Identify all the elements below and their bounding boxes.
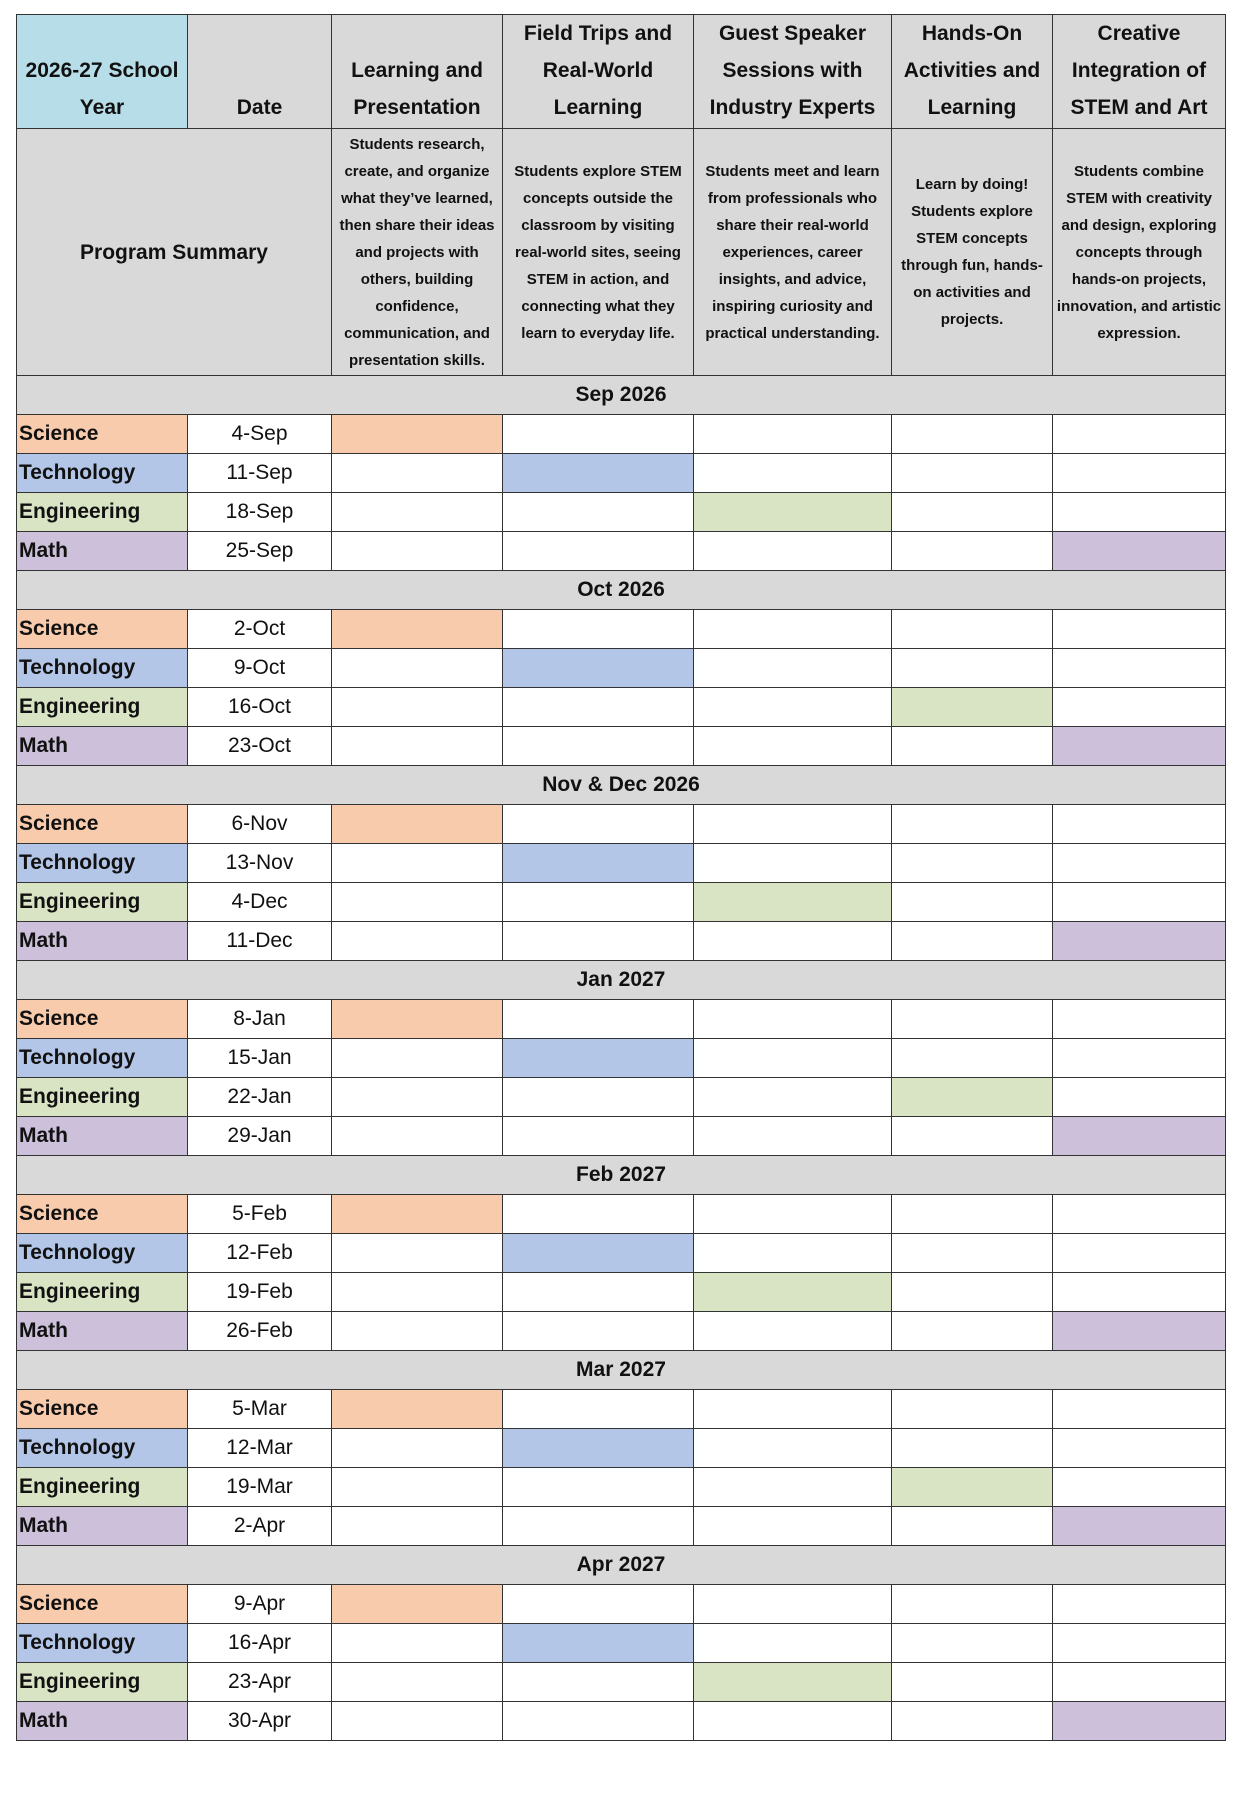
subject-cell: Science — [17, 1000, 188, 1039]
activity-cell — [332, 883, 503, 922]
activity-cell — [503, 805, 694, 844]
activity-cell-highlighted — [332, 805, 503, 844]
activity-cell — [1053, 610, 1226, 649]
activity-cell — [1053, 415, 1226, 454]
activity-cell-highlighted — [332, 1000, 503, 1039]
month-section-row — [17, 766, 1226, 805]
header-row — [17, 15, 1226, 129]
date-cell: 16-Apr — [188, 1624, 332, 1663]
activity-cell — [1053, 1468, 1226, 1507]
activity-cell — [332, 1234, 503, 1273]
activity-cell — [694, 1468, 892, 1507]
subject-cell: Math — [17, 727, 188, 766]
activity-cell — [892, 1624, 1053, 1663]
activity-cell — [332, 493, 503, 532]
subject-cell: Math — [17, 1117, 188, 1156]
activity-cell-highlighted — [1053, 1507, 1226, 1546]
activity-cell — [1053, 1429, 1226, 1468]
activity-cell — [503, 493, 694, 532]
activity-cell-highlighted — [1053, 1702, 1226, 1741]
schedule-row — [17, 493, 1226, 532]
activity-cell — [694, 454, 892, 493]
activity-cell-highlighted — [503, 844, 694, 883]
subject-cell: Science — [17, 1195, 188, 1234]
subject-cell: Science — [17, 1390, 188, 1429]
month-section-row — [17, 1156, 1226, 1195]
activity-cell — [1053, 1273, 1226, 1312]
activity-cell — [1053, 1195, 1226, 1234]
activity-cell — [892, 1585, 1053, 1624]
activity-cell-highlighted — [503, 649, 694, 688]
column-header: Guest Speaker Sessions with Industry Experts — [694, 15, 892, 129]
schedule-row — [17, 1117, 1226, 1156]
date-cell: 11-Dec — [188, 922, 332, 961]
schedule-row — [17, 454, 1226, 493]
activity-cell — [892, 1663, 1053, 1702]
activity-cell — [503, 1468, 694, 1507]
schedule-row — [17, 727, 1226, 766]
activity-cell — [503, 610, 694, 649]
program-summary-label: Program Summary — [17, 129, 332, 376]
activity-cell — [332, 1702, 503, 1741]
schedule-row — [17, 1702, 1226, 1741]
schedule-row — [17, 1429, 1226, 1468]
activity-cell-highlighted — [1053, 1117, 1226, 1156]
schedule-row — [17, 1507, 1226, 1546]
subject-cell: Math — [17, 1312, 188, 1351]
activity-cell — [694, 1234, 892, 1273]
activity-cell — [503, 1000, 694, 1039]
activity-cell — [332, 727, 503, 766]
activity-cell — [503, 1390, 694, 1429]
summary-description: Students explore STEM concepts outside the classroom by visiting real-world sites, seeing STEM in action, and connecting what they learn to everyday life. — [503, 129, 694, 376]
date-cell: 30-Apr — [188, 1702, 332, 1741]
schedule-row — [17, 649, 1226, 688]
activity-cell — [892, 1429, 1053, 1468]
activity-cell — [1053, 1390, 1226, 1429]
subject-cell: Engineering — [17, 883, 188, 922]
activity-cell — [892, 1117, 1053, 1156]
activity-cell — [332, 532, 503, 571]
schedule-row — [17, 1312, 1226, 1351]
school-year-header: 2026-27 School Year — [17, 15, 188, 129]
activity-cell — [332, 844, 503, 883]
date-cell: 9-Oct — [188, 649, 332, 688]
activity-cell — [332, 1117, 503, 1156]
activity-cell — [694, 1624, 892, 1663]
activity-cell — [694, 532, 892, 571]
activity-cell — [892, 1702, 1053, 1741]
activity-cell — [892, 727, 1053, 766]
activity-cell — [503, 922, 694, 961]
date-cell: 4-Dec — [188, 883, 332, 922]
activity-cell-highlighted — [503, 454, 694, 493]
date-cell: 26-Feb — [188, 1312, 332, 1351]
subject-cell: Science — [17, 805, 188, 844]
month-section-title: Nov & Dec 2026 — [17, 766, 1226, 805]
activity-cell — [1053, 493, 1226, 532]
column-header: Hands-On Activities and Learning — [892, 15, 1053, 129]
date-cell: 18-Sep — [188, 493, 332, 532]
activity-cell — [694, 922, 892, 961]
activity-cell — [694, 649, 892, 688]
activity-cell — [503, 1507, 694, 1546]
activity-cell — [892, 415, 1053, 454]
activity-cell-highlighted — [1053, 1312, 1226, 1351]
schedule-row — [17, 1000, 1226, 1039]
month-section-row — [17, 1546, 1226, 1585]
program-summary-row — [17, 129, 1226, 376]
activity-cell — [694, 1039, 892, 1078]
activity-cell — [892, 1390, 1053, 1429]
schedule-row — [17, 1663, 1226, 1702]
activity-cell-highlighted — [892, 1078, 1053, 1117]
activity-cell — [503, 1702, 694, 1741]
activity-cell — [892, 532, 1053, 571]
date-cell: 16-Oct — [188, 688, 332, 727]
date-cell: 4-Sep — [188, 415, 332, 454]
summary-description: Students meet and learn from professionals who share their real-world experiences, career insights, and advice, inspiring curiosity and practical understanding. — [694, 129, 892, 376]
activity-cell — [332, 454, 503, 493]
activity-cell-highlighted — [503, 1234, 694, 1273]
activity-cell-highlighted — [1053, 727, 1226, 766]
activity-cell-highlighted — [694, 1663, 892, 1702]
activity-cell — [332, 1078, 503, 1117]
activity-cell — [332, 1468, 503, 1507]
schedule-row — [17, 1273, 1226, 1312]
activity-cell — [1053, 1234, 1226, 1273]
date-cell: 5-Mar — [188, 1390, 332, 1429]
date-cell: 13-Nov — [188, 844, 332, 883]
date-cell: 2-Oct — [188, 610, 332, 649]
activity-cell — [503, 727, 694, 766]
date-cell: 12-Feb — [188, 1234, 332, 1273]
activity-cell — [892, 1195, 1053, 1234]
schedule-row — [17, 610, 1226, 649]
activity-cell — [694, 1429, 892, 1468]
activity-cell — [503, 1663, 694, 1702]
subject-cell: Technology — [17, 1624, 188, 1663]
activity-cell — [892, 1000, 1053, 1039]
subject-cell: Technology — [17, 1039, 188, 1078]
schedule-row — [17, 1039, 1226, 1078]
subject-cell: Math — [17, 532, 188, 571]
stem-schedule-table — [16, 14, 1226, 1741]
date-cell: 25-Sep — [188, 532, 332, 571]
activity-cell — [503, 415, 694, 454]
date-cell: 19-Mar — [188, 1468, 332, 1507]
activity-cell-highlighted — [332, 415, 503, 454]
subject-cell: Technology — [17, 844, 188, 883]
activity-cell — [332, 1663, 503, 1702]
schedule-row — [17, 1195, 1226, 1234]
activity-cell-highlighted — [332, 610, 503, 649]
activity-cell — [503, 532, 694, 571]
activity-cell-highlighted — [694, 493, 892, 532]
date-cell: 19-Feb — [188, 1273, 332, 1312]
column-header: Learning and Presentation — [332, 15, 503, 129]
subject-cell: Technology — [17, 1234, 188, 1273]
schedule-row — [17, 1234, 1226, 1273]
activity-cell — [503, 1585, 694, 1624]
subject-cell: Engineering — [17, 688, 188, 727]
subject-cell: Engineering — [17, 493, 188, 532]
activity-cell — [892, 805, 1053, 844]
activity-cell — [1053, 454, 1226, 493]
activity-cell — [1053, 805, 1226, 844]
schedule-row — [17, 688, 1226, 727]
subject-cell: Engineering — [17, 1468, 188, 1507]
schedule-row — [17, 1624, 1226, 1663]
activity-cell — [694, 1000, 892, 1039]
activity-cell — [1053, 1000, 1226, 1039]
date-cell: 5-Feb — [188, 1195, 332, 1234]
activity-cell — [892, 610, 1053, 649]
activity-cell — [892, 649, 1053, 688]
activity-cell — [332, 1429, 503, 1468]
activity-cell — [503, 883, 694, 922]
activity-cell — [332, 688, 503, 727]
activity-cell — [1053, 1624, 1226, 1663]
month-section-row — [17, 1351, 1226, 1390]
date-cell: 2-Apr — [188, 1507, 332, 1546]
date-cell: 15-Jan — [188, 1039, 332, 1078]
month-section-row — [17, 571, 1226, 610]
date-cell: 23-Apr — [188, 1663, 332, 1702]
date-cell: 11-Sep — [188, 454, 332, 493]
schedule-row — [17, 1468, 1226, 1507]
activity-cell — [503, 1117, 694, 1156]
activity-cell-highlighted — [1053, 922, 1226, 961]
date-cell: 12-Mar — [188, 1429, 332, 1468]
month-section-title: Mar 2027 — [17, 1351, 1226, 1390]
schedule-row — [17, 1585, 1226, 1624]
activity-cell-highlighted — [694, 1273, 892, 1312]
subject-cell: Engineering — [17, 1663, 188, 1702]
schedule-row — [17, 844, 1226, 883]
activity-cell — [892, 454, 1053, 493]
activity-cell — [503, 688, 694, 727]
activity-cell — [892, 1234, 1053, 1273]
month-section-title: Jan 2027 — [17, 961, 1226, 1000]
activity-cell — [694, 688, 892, 727]
activity-cell — [1053, 844, 1226, 883]
activity-cell — [332, 1312, 503, 1351]
subject-cell: Math — [17, 1507, 188, 1546]
activity-cell — [694, 1117, 892, 1156]
activity-cell — [332, 649, 503, 688]
activity-cell — [892, 1273, 1053, 1312]
activity-cell — [694, 610, 892, 649]
month-section-title: Oct 2026 — [17, 571, 1226, 610]
subject-cell: Science — [17, 610, 188, 649]
activity-cell — [694, 1585, 892, 1624]
activity-cell — [1053, 1585, 1226, 1624]
schedule-row — [17, 922, 1226, 961]
schedule-row — [17, 805, 1226, 844]
activity-cell — [694, 805, 892, 844]
date-cell: 23-Oct — [188, 727, 332, 766]
activity-cell — [1053, 649, 1226, 688]
activity-cell — [332, 1507, 503, 1546]
activity-cell — [503, 1312, 694, 1351]
month-section-title: Apr 2027 — [17, 1546, 1226, 1585]
month-section-row — [17, 376, 1226, 415]
month-section-title: Feb 2027 — [17, 1156, 1226, 1195]
activity-cell — [694, 844, 892, 883]
date-cell: 9-Apr — [188, 1585, 332, 1624]
subject-cell: Math — [17, 922, 188, 961]
activity-cell — [332, 1273, 503, 1312]
subject-cell: Technology — [17, 1429, 188, 1468]
activity-cell-highlighted — [503, 1039, 694, 1078]
activity-cell — [503, 1078, 694, 1117]
subject-cell: Science — [17, 1585, 188, 1624]
schedule-row — [17, 883, 1226, 922]
column-header: Creative Integration of STEM and Art — [1053, 15, 1226, 129]
subject-cell: Technology — [17, 454, 188, 493]
date-cell: 29-Jan — [188, 1117, 332, 1156]
schedule-row — [17, 532, 1226, 571]
activity-cell — [694, 1078, 892, 1117]
date-cell: 6-Nov — [188, 805, 332, 844]
activity-cell — [503, 1273, 694, 1312]
activity-cell-highlighted — [332, 1195, 503, 1234]
column-header: Field Trips and Real-World Learning — [503, 15, 694, 129]
activity-cell — [694, 727, 892, 766]
activity-cell — [892, 844, 1053, 883]
activity-cell-highlighted — [892, 688, 1053, 727]
subject-cell: Science — [17, 415, 188, 454]
activity-cell — [892, 1312, 1053, 1351]
activity-cell — [892, 1507, 1053, 1546]
month-section-title: Sep 2026 — [17, 376, 1226, 415]
schedule-row — [17, 1078, 1226, 1117]
activity-cell — [694, 1702, 892, 1741]
month-section-row — [17, 961, 1226, 1000]
activity-cell-highlighted — [503, 1429, 694, 1468]
activity-cell — [694, 1507, 892, 1546]
activity-cell — [332, 1039, 503, 1078]
activity-cell-highlighted — [503, 1624, 694, 1663]
activity-cell — [332, 1624, 503, 1663]
activity-cell — [892, 1039, 1053, 1078]
activity-cell-highlighted — [694, 883, 892, 922]
activity-cell — [1053, 1078, 1226, 1117]
activity-cell-highlighted — [892, 1468, 1053, 1507]
subject-cell: Engineering — [17, 1078, 188, 1117]
activity-cell — [694, 1195, 892, 1234]
subject-cell: Engineering — [17, 1273, 188, 1312]
activity-cell — [892, 883, 1053, 922]
subject-cell: Math — [17, 1702, 188, 1741]
activity-cell — [694, 1390, 892, 1429]
activity-cell-highlighted — [332, 1390, 503, 1429]
date-cell: 22-Jan — [188, 1078, 332, 1117]
date-header: Date — [188, 15, 332, 129]
date-cell: 8-Jan — [188, 1000, 332, 1039]
activity-cell — [332, 922, 503, 961]
summary-description: Students combine STEM with creativity and design, exploring concepts through hands-on projects, innovation, and artistic expression. — [1053, 129, 1226, 376]
summary-description: Learn by doing! Students explore STEM concepts through fun, hands-on activities and projects. — [892, 129, 1053, 376]
activity-cell — [1053, 1039, 1226, 1078]
activity-cell — [503, 1195, 694, 1234]
activity-cell — [1053, 1663, 1226, 1702]
activity-cell-highlighted — [332, 1585, 503, 1624]
summary-description: Students research, create, and organize what they’ve learned, then share their ideas and projects with others, building confidence, communication, and presentation skills. — [332, 129, 503, 376]
schedule-row — [17, 1390, 1226, 1429]
activity-cell — [892, 493, 1053, 532]
schedule-row — [17, 415, 1226, 454]
activity-cell — [892, 922, 1053, 961]
activity-cell-highlighted — [1053, 532, 1226, 571]
activity-cell — [694, 1312, 892, 1351]
activity-cell — [1053, 883, 1226, 922]
subject-cell: Technology — [17, 649, 188, 688]
activity-cell — [1053, 688, 1226, 727]
activity-cell — [694, 415, 892, 454]
